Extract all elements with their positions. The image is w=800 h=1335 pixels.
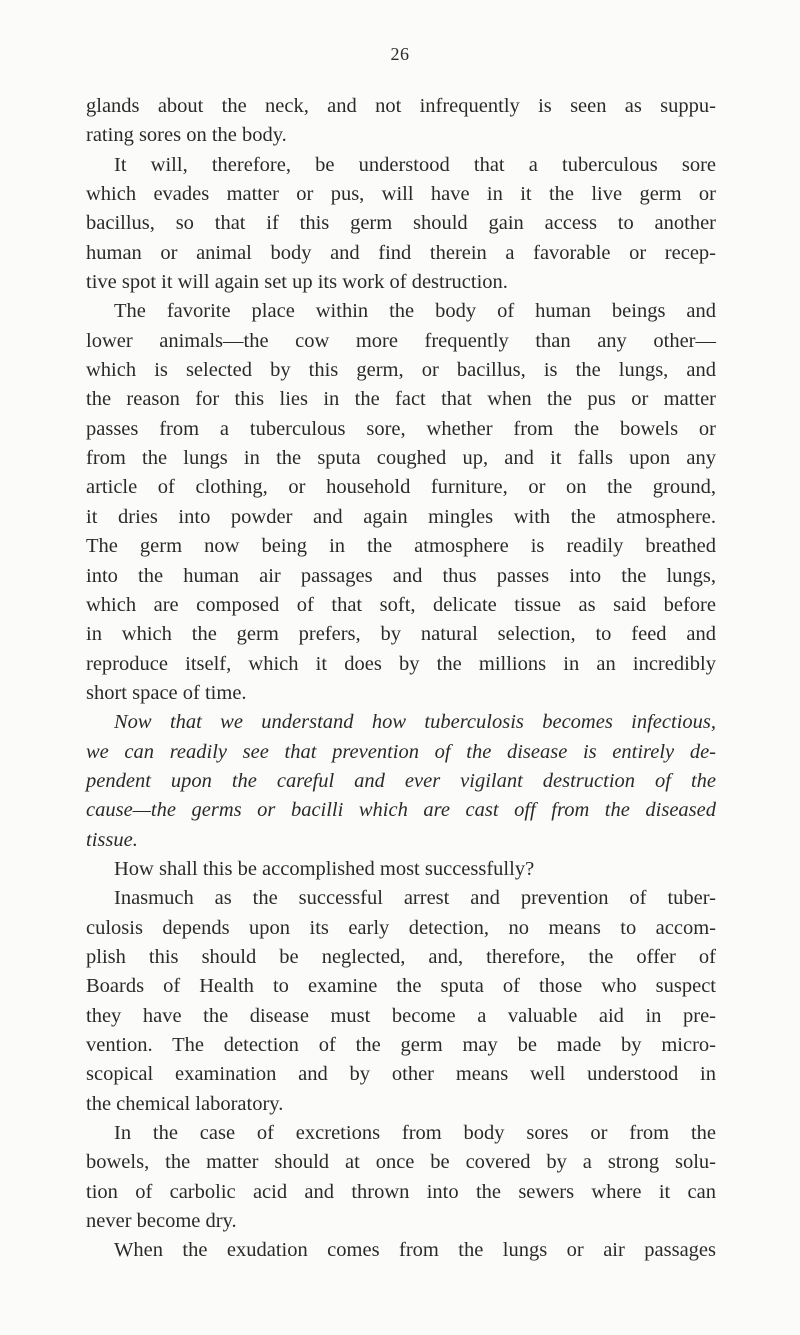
- text-line: glands about the neck, and not infrequently is seen as suppu-: [86, 95, 716, 117]
- text-line: passes from a tuberculous sore, whether from the bowels or: [86, 417, 716, 440]
- text-line: which evades matter or pus, will have in it the live germ or: [86, 183, 716, 206]
- text-line: they have the disease must become a valuable aid in pre-: [86, 1004, 716, 1027]
- text-line: In the case of excretions from body sores or from the: [114, 1122, 716, 1145]
- text-line: cause—the germs or bacilli which are cast off from the diseased: [86, 799, 716, 822]
- body-text: [86, 92, 716, 1266]
- text-line: in which the germ prefers, by natural selection, to feed and: [86, 623, 716, 646]
- text-line: tissue.: [86, 828, 138, 851]
- text-line: the reason for this lies in the fact that when the pus or matter: [86, 388, 716, 411]
- text-line: the chemical laboratory.: [86, 1092, 284, 1115]
- text-line: lower animals—the cow more frequently than any other—: [86, 329, 716, 352]
- text-line: The favorite place within the body of human beings and: [114, 300, 716, 323]
- text-line: we can readily see that prevention of the disease is entirely de-: [86, 740, 716, 763]
- text-line: Inasmuch as the successful arrest and prevention of tuber-: [114, 887, 716, 910]
- text-line: How shall this be accomplished most successfully?: [114, 857, 535, 880]
- text-line: scopical examination and by other means well understood in: [86, 1063, 716, 1086]
- text-line: article of clothing, or household furniture, or on the ground,: [86, 476, 716, 499]
- text-line: culosis depends upon its early detection, no means to accom-: [86, 916, 716, 939]
- text-line: which are composed of that soft, delicate tissue as said before: [86, 593, 716, 616]
- text-line: tion of carbolic acid and thrown into the sewers where it can: [86, 1180, 716, 1203]
- text-line: which is selected by this germ, or bacillus, is the lungs, and: [86, 359, 716, 382]
- text-line: bowels, the matter should at once be covered by a strong solu-: [86, 1151, 716, 1174]
- text-line: When the exudation comes from the lungs or air passages: [114, 1239, 716, 1262]
- text-line: never become dry.: [86, 1210, 237, 1233]
- text-line: from the lungs in the sputa coughed up, and it falls upon any: [86, 447, 716, 470]
- text-line: it dries into powder and again mingles with the atmosphere.: [86, 505, 716, 528]
- text-line: into the human air passages and thus passes into the lungs,: [86, 564, 716, 587]
- text-line: rating sores on the body.: [86, 124, 287, 147]
- text-line: It will, therefore, be understood that a tuberculous sore: [114, 153, 716, 176]
- text-line: Now that we understand how tuberculosis becomes infectious,: [114, 711, 716, 734]
- page-number: 26: [390, 44, 410, 64]
- text-line: bacillus, so that if this germ should gain access to another: [86, 212, 716, 235]
- text-line: tive spot it will again set up its work of destruction.: [86, 271, 508, 294]
- text-line: short space of time.: [86, 681, 247, 704]
- text-line: plish this should be neglected, and, therefore, the offer of: [86, 945, 716, 968]
- text-line: vention. The detection of the germ may be made by micro-: [86, 1034, 716, 1056]
- text-line: The germ now being in the atmosphere is readily breathed: [86, 535, 716, 558]
- text-line: pendent upon the careful and ever vigilant destruction of the: [86, 769, 716, 792]
- text-line: reproduce itself, which it does by the millions in an incredibly: [86, 652, 716, 675]
- text-line: Boards of Health to examine the sputa of those who suspect: [86, 975, 716, 998]
- text-line: human or animal body and find therein a favorable or recep-: [86, 241, 716, 264]
